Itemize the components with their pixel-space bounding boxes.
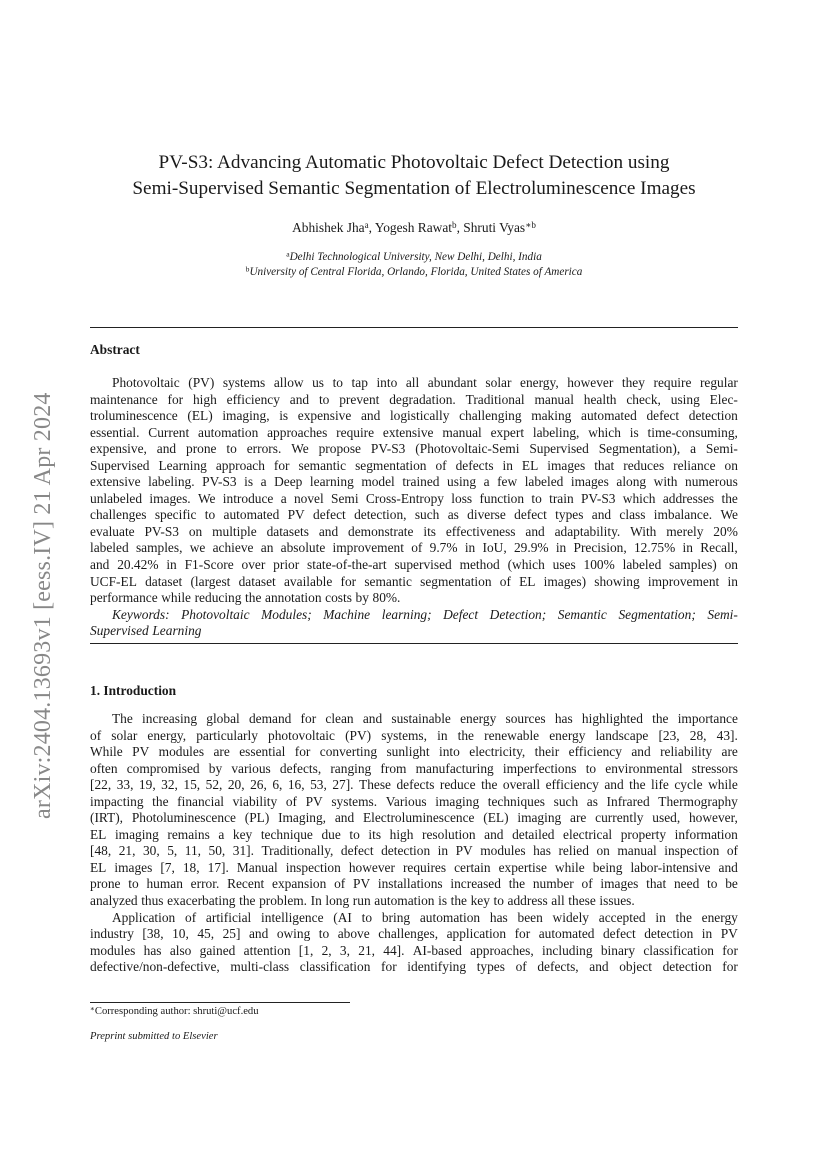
author-list: Abhishek Jha$^a$, Yogesh Rawat$^b$, Shruti Vyas$^{∗b}$ — [292, 219, 536, 235]
intro-line: While PV modules are essential for converting sunlight into electricity, their efficiency and reliability are — [90, 744, 738, 760]
author-name: Yogesh Rawat — [374, 220, 452, 235]
intro-line: The increasing global demand for clean and sustainable energy sources has highlighted the importance — [112, 711, 738, 726]
abstract-line: troluminescence (EL) imaging, is expensive and logistically challenging making automated defect detection — [90, 408, 738, 424]
abstract-line: essential. Current automation approaches require extensive manual expert labeling, which is time-consuming, — [90, 424, 738, 440]
affiliations — [90, 250, 738, 279]
introduction-body — [90, 711, 738, 976]
abstract-line: and 20.42% in F1-Score over prior state-of-the-art supervised method (which uses 100% labeled samples) on — [90, 557, 738, 573]
intro-line: modules has also gained attention [1, 2, 3, 21, 44]. AI-based approaches, including binary classification for — [90, 942, 738, 958]
footnote: ∗Corresponding author: shruti@ucf.edu — [90, 1004, 259, 1017]
title-line: Semi-Supervised Semantic Segmentation of Electroluminescence Images — [132, 178, 696, 199]
intro-line: [22, 33, 19, 32, 15, 52, 20, 26, 6, 16, 53, 27]. These defects reduce the overall efficiency and the life cycle while — [90, 777, 738, 793]
bottom-divider — [90, 643, 738, 644]
intro-line: EL imaging remains a key technique due to its high resolution and detailed electrical property information — [90, 826, 738, 842]
intro-line: prone to human error. Recent expansion of PV installations increased the number of images that need to be — [90, 876, 738, 892]
keywords-line: Supervised Learning — [90, 623, 202, 639]
author-affil-mark: b — [452, 219, 457, 230]
author-affil-mark: a — [364, 219, 369, 230]
title-line: PV-S3: Advancing Automatic Photovoltaic Defect Detection using — [158, 152, 670, 173]
section-heading: 1. Introduction — [90, 683, 177, 698]
abstract-line: extensive labeling. PV-S3 is a Deep learning model trained using a few labeled images along with numerous — [90, 474, 738, 490]
paper-title — [90, 150, 738, 202]
abstract-line: evaluate PV-S3 on multiple datasets and demonstrate its effectiveness and adaptability. With merely 20% — [90, 523, 738, 539]
abstract-line: challenges specific to automated PV defect detection, such as diverse defect types and class imbalance. We — [90, 507, 738, 523]
intro-line: [48, 21, 30, 5, 11, 50, 31]. Traditionally, defect detection in PV modules has relied on manual inspection of — [90, 843, 738, 859]
abstract-line: labeled samples, we achieve an absolute improvement of 9.7% in IoU, 29.9% in Precision, 12.75% in Recall, — [90, 540, 738, 556]
abstract-line: performance while reducing the annotation costs by 80%. — [90, 590, 401, 606]
abstract-body — [90, 375, 738, 640]
intro-line: analyzed thus exacerbating the problem. In long run automation is the key to address all these issues. — [90, 893, 635, 909]
abstract-line: UCF-EL dataset (largest dataset available for semantic segmentation of EL images) showing improvement in — [90, 573, 738, 589]
intro-line: defective/non-defective, multi-class classification for identifying types of defects, and object detection for — [90, 959, 738, 975]
author-name: Shruti Vyas — [463, 220, 526, 235]
top-divider — [90, 327, 738, 328]
intro-line: industry [38, 10, 45, 25] and owing to above challenges, application for automated defect detection in PV — [90, 926, 738, 942]
author-name: Abhishek Jha — [292, 220, 365, 235]
arxiv-identifier: arXiv:2404.13693v1 [eess.IV] 21 Apr 2024 — [30, 392, 56, 820]
abstract-line: Supervised Learning approach for semantic segmentation of defects in EL images that reduces reliance on — [90, 457, 738, 473]
intro-line: (IRT), Photoluminescence (PL) Imaging, and Electroluminescence (EL) imaging are currently used, however, — [90, 810, 738, 826]
abstract-line: Photovoltaic (PV) systems allow us to tap into all abundant solar energy, however they require regular — [112, 375, 738, 390]
footnote-divider — [90, 1002, 350, 1003]
intro-line: of solar energy, particularly photovoltaic (PV) systems, in the renewable energy landscape [23, 28, 43]. — [90, 727, 738, 743]
intro-line: Application of artificial intelligence (AI to bring automation has been widely accepted in the energy — [112, 909, 738, 925]
preprint-note: Preprint submitted to Elsevier — [90, 1031, 218, 1042]
abstract-line: expensive, and prone to errors. We propose PV-S3 (Photovoltaic-Semi Supervised Segmentation), a Semi- — [90, 441, 738, 457]
intro-line: often compromised by various defects, ranging from manufacturing imperfections to environmental stressors — [90, 760, 738, 776]
affiliation: $^b$University of Central Florida, Orlando, Florida, United States of America — [245, 264, 583, 278]
intro-line: impacting the financial viability of PV systems. Various imaging techniques such as Infrared Thermography — [90, 793, 738, 809]
abstract-line: maintenance for high efficiency and to prevent degradation. Traditional manual health check, using Elec- — [90, 391, 738, 407]
intro-line: EL images [7, 18, 17]. Manual inspection however requires certain expertise while being labor-intensive and — [90, 859, 738, 875]
affiliation: $^a$Delhi Technological University, New Delhi, Delhi, India — [286, 249, 542, 263]
author-affil-mark: ∗b — [525, 219, 536, 230]
abstract-line: unlabeled images. We introduce a novel Semi Cross-Entropy loss function to train PV-S3 which addresses the — [90, 490, 738, 506]
abstract-heading: Abstract — [90, 342, 140, 357]
keywords-line: Keywords: Photovoltaic Modules; Machine learning; Defect Detection; Semantic Segmentation; Semi- — [112, 606, 738, 622]
